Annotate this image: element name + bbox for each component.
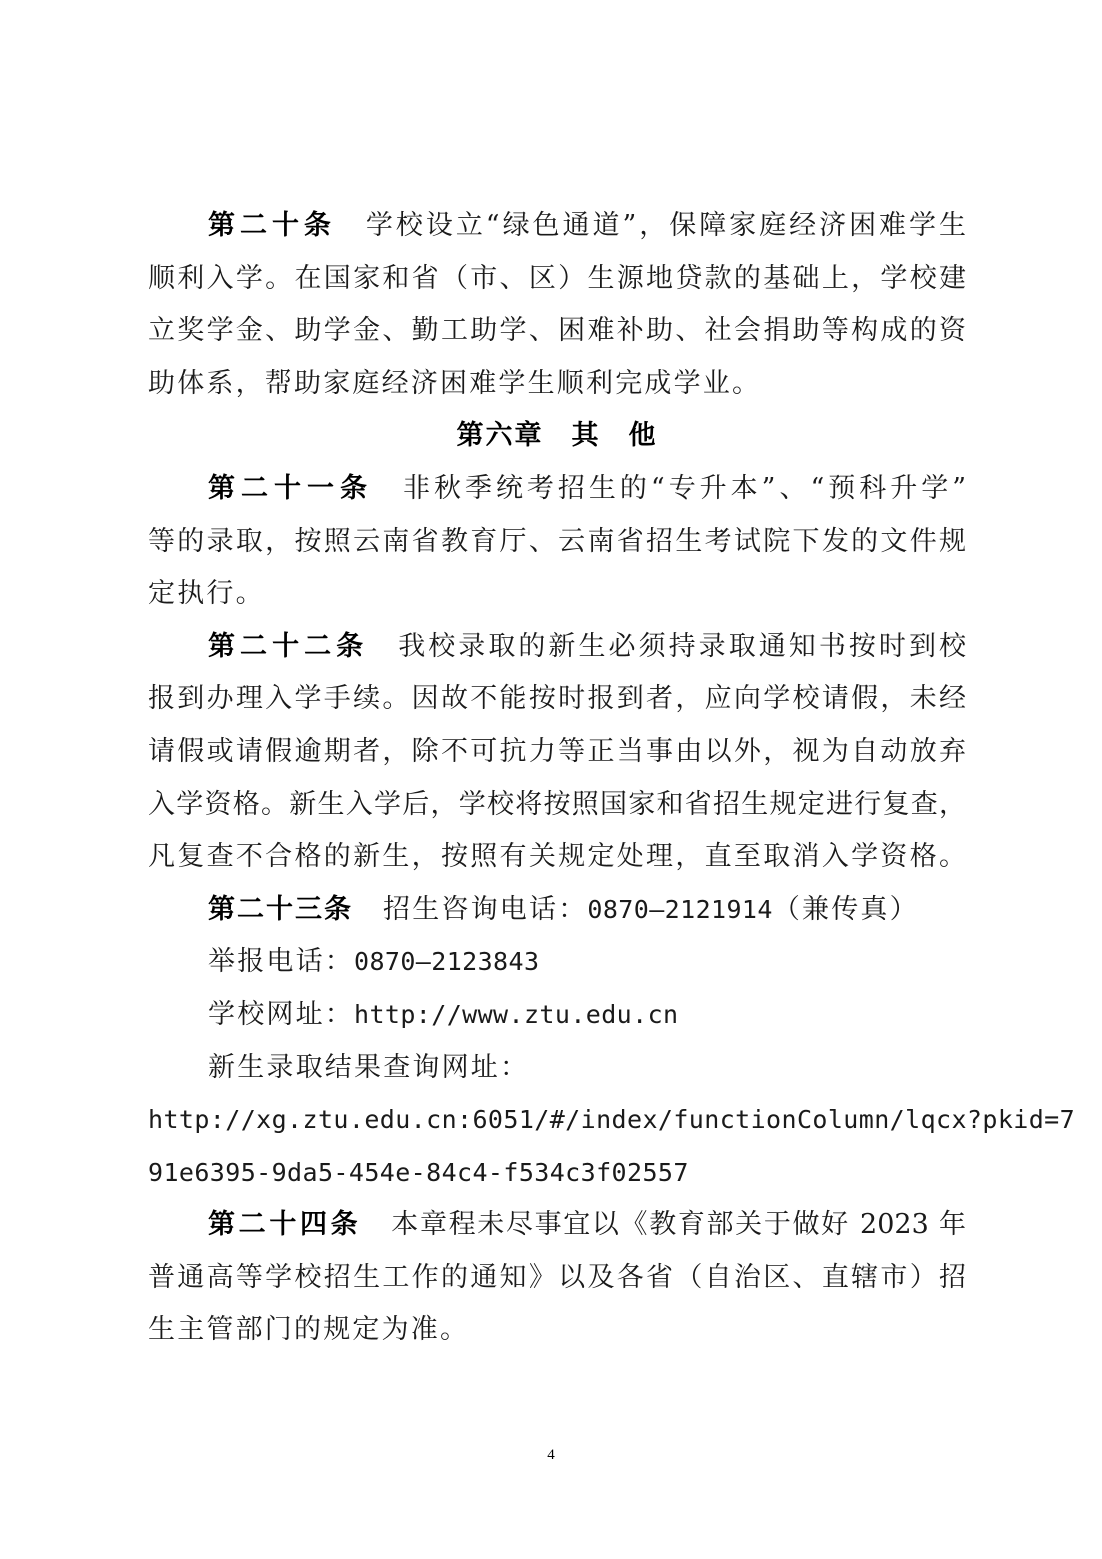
article-23-website-line	[148, 989, 966, 1042]
article-24-line-2: 普通高等学校招生工作的通知》以及各省（自治区、直辖市）招	[148, 1261, 966, 1293]
article-21-text-1: 非秋季统考招生的“专升本”、“预科升学”	[402, 472, 967, 504]
article-23-heading: 第二十三条	[208, 893, 353, 925]
chapter-6-number: 第六章	[456, 420, 544, 452]
chapter-6-heading	[148, 410, 966, 463]
article-22-text-1: 我校录取的新生必须持录取通知书按时到校	[398, 630, 967, 662]
article-20-heading: 第二十条	[208, 210, 336, 241]
article-20-text-1: 学校设立“绿色通道”，保障家庭经济困难学生	[365, 210, 967, 241]
chapter-6-title-part2: 他	[628, 420, 658, 452]
article-22-line-2: 报到办理入学手续。因故不能按时报到者，应向学校请假，未经	[148, 683, 966, 715]
article-23-report-line	[148, 936, 966, 989]
article-24-text-1: 本章程未尽事宜以《教育部关于做好 2023 年	[391, 1209, 966, 1241]
website-url: http://www.ztu.edu.cn	[354, 999, 679, 1029]
article-22-line-5: 凡复查不合格的新生，按照有关规定处理，直至取消入学资格。	[148, 841, 966, 873]
article-24-heading: 第二十四条	[208, 1209, 362, 1241]
article-20-line-2: 顺利入学。在国家和省（市、区）生源地贷款的基础上，学校建	[148, 262, 966, 294]
document-page	[148, 200, 1076, 1357]
website-label: 学校网址：	[208, 998, 354, 1030]
article-22-line-3: 请假或请假逾期者，除不可抗力等正当事由以外，视为自动放弃	[148, 735, 966, 767]
consult-phone-note: （兼传真）	[772, 893, 919, 925]
article-21-heading: 第二十一条	[208, 472, 373, 504]
report-phone-label: 举报电话：	[208, 946, 354, 978]
query-url-line-1: http://xg.ztu.edu.cn:6051/#/index/functionColumn/lqcx?pkid=7	[148, 1105, 1076, 1135]
query-url-line-2: 91e6395-9da5-454e-84c4-f534c3f02557	[148, 1157, 689, 1187]
consult-phone-label: 招生咨询电话：	[383, 893, 588, 925]
report-phone-number: 0870—2123843	[354, 947, 540, 977]
article-23-query-label-line: 新生录取结果查询网址：	[208, 1051, 530, 1083]
article-22-heading: 第二十二条	[208, 630, 369, 662]
article-24-line-3: 生主管部门的规定为准。	[148, 1314, 470, 1346]
article-21-line-1	[148, 463, 966, 516]
chapter-6-title-part1: 其	[571, 420, 601, 452]
consult-phone-number: 0870—2121914	[587, 894, 773, 924]
article-23-line-1	[148, 884, 966, 937]
article-22-line-4: 入学资格。新生入学后，学校将按照国家和省招生规定进行复查，	[148, 788, 966, 820]
article-21-line-3: 定执行。	[148, 578, 265, 610]
article-24-line-1	[148, 1199, 966, 1252]
article-20-line-1	[148, 200, 966, 253]
page-number: 4	[547, 1447, 555, 1463]
article-20-line-3: 立奖学金、助学金、勤工助学、困难补助、社会捐助等构成的资	[148, 315, 966, 347]
article-21-line-2: 等的录取，按照云南省教育厅、云南省招生考试院下发的文件规	[148, 525, 966, 557]
article-20-line-4: 助体系，帮助家庭经济困难学生顺利完成学业。	[148, 367, 762, 399]
article-22-line-1	[148, 621, 966, 674]
